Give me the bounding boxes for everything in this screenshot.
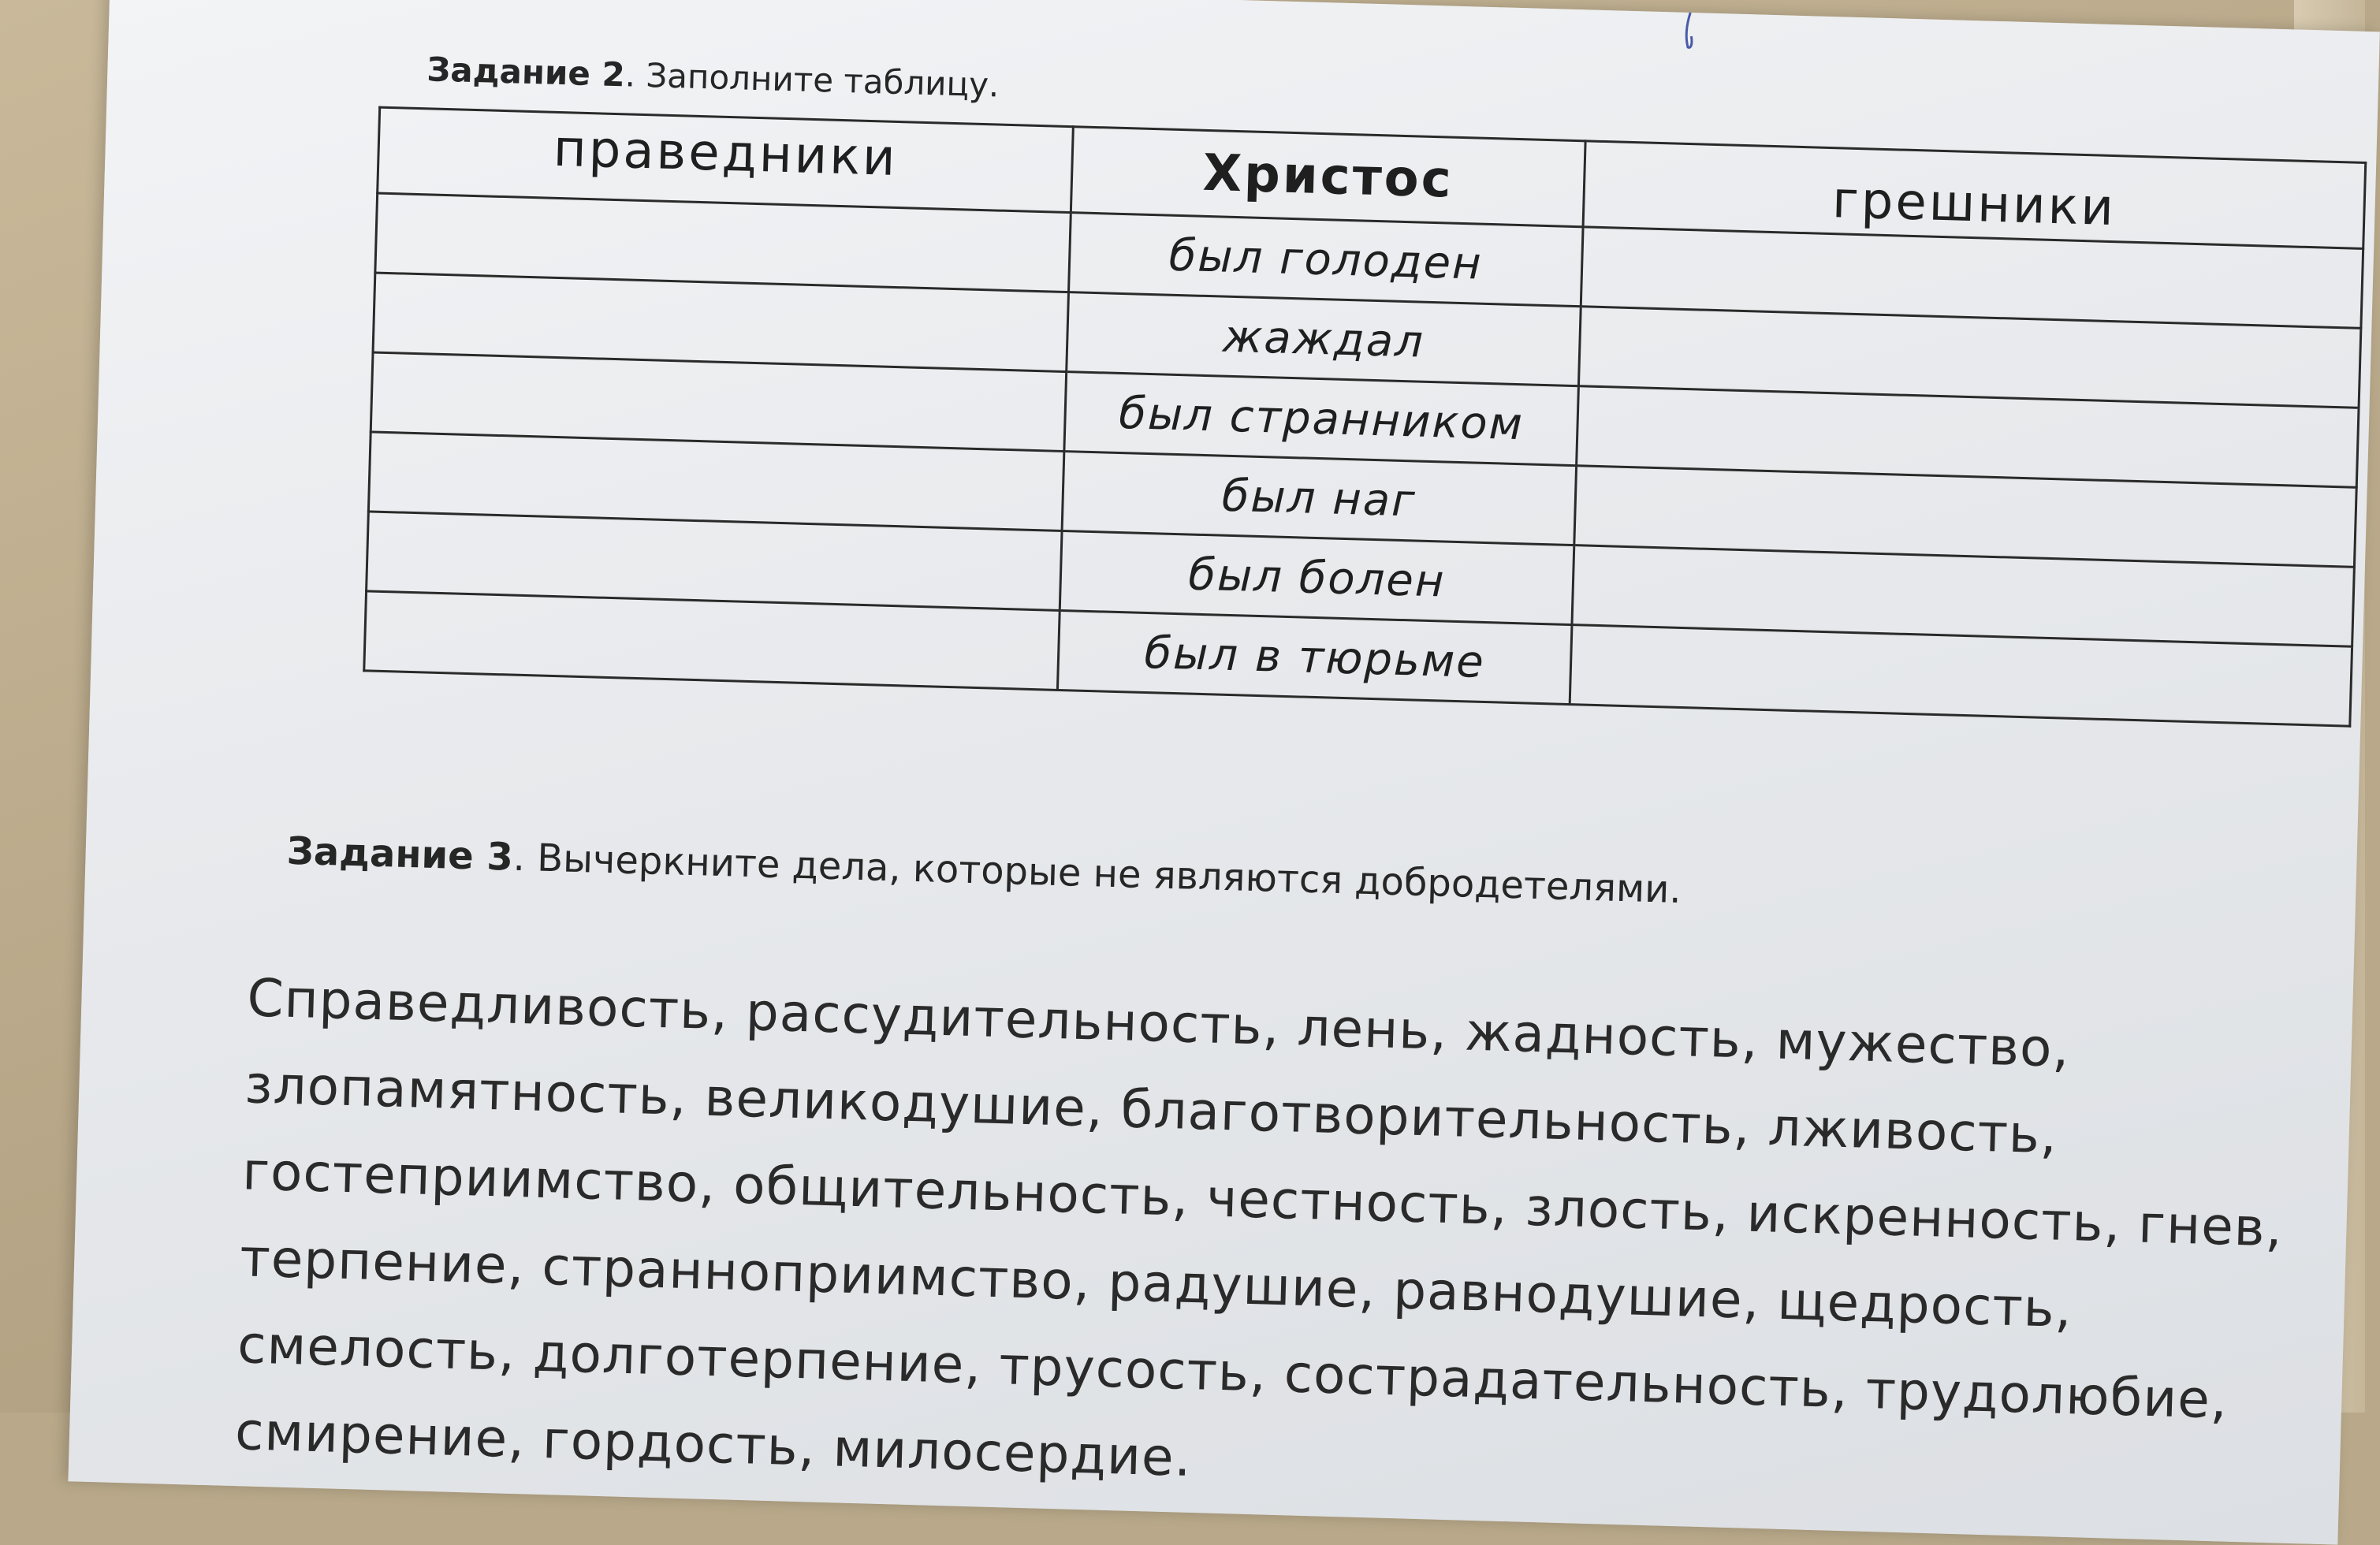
christ-cell: был в тюрьме — [1057, 610, 1572, 704]
task2-number: Задание 2 — [426, 50, 626, 95]
christ-cell: был странником — [1064, 372, 1579, 466]
header-sinners: грешники — [1583, 141, 2366, 249]
header-christ: Христос — [1071, 127, 1585, 227]
christ-cell: был голоден — [1069, 213, 1584, 307]
task2-heading — [426, 50, 1000, 104]
christ-cell: жаждал — [1067, 292, 1581, 386]
task2-instruction: . Заполните таблицу. — [624, 55, 1000, 105]
worksheet-page — [68, 0, 2379, 1545]
worksheet-table-wrapper — [363, 106, 2364, 728]
worksheet-table — [363, 106, 2367, 728]
task3-instruction: . Вычеркните дела, которые не являются добродетелями. — [512, 835, 1682, 913]
pen-mark — [1682, 13, 1698, 51]
task3-number: Задание 3 — [286, 828, 514, 880]
virtues-word-list[interactable]: Справедливость, рассудительность, лень, жадность, мужество, злопамятность, великодушие, благотворительность, лживость, гостеприимство, общительность, честность, злость, искренность, гнев, терпение, страннοприимство, радушие, равнодушие, щедрость, смелость, долготерпение, трусость, сострадательность, трудолюбие, смирение, гордость, милосердие. — [234, 967, 2284, 1489]
christ-cell: был наг — [1062, 452, 1577, 545]
christ-cell: был болен — [1060, 531, 1574, 624]
header-righteous: праведники — [378, 107, 1074, 213]
task3-heading — [286, 829, 1682, 912]
